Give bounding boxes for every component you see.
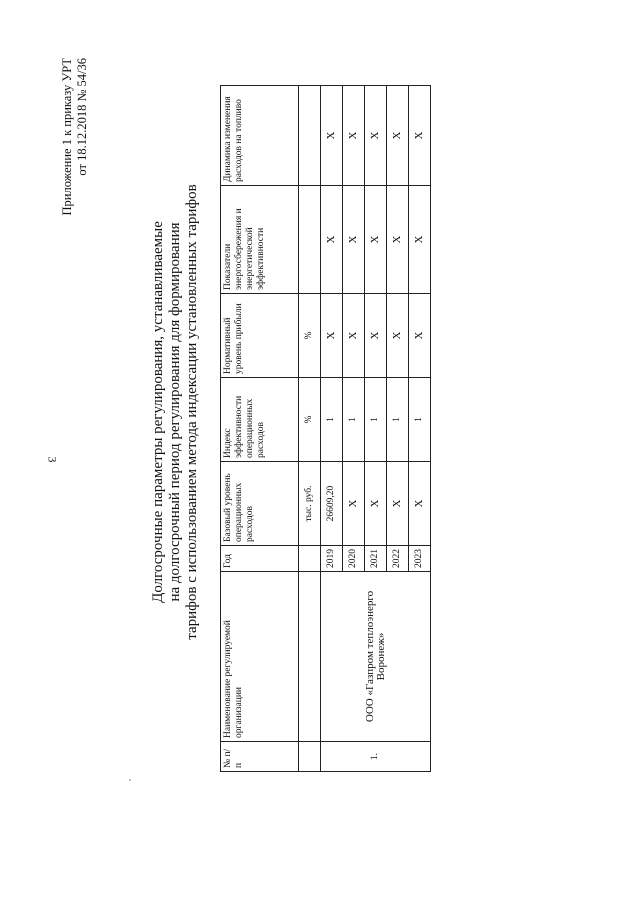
cell-year: 2021	[365, 546, 387, 572]
cell-index: 1	[343, 378, 365, 462]
cell-profit: X	[365, 294, 387, 378]
table-header-row	[221, 86, 299, 772]
cell-energy: X	[321, 186, 343, 294]
cell-profit: X	[343, 294, 365, 378]
cell-base: 26609,20	[321, 462, 343, 546]
cell-fuel: X	[365, 86, 387, 186]
header-year: Год	[221, 546, 299, 572]
unit-index: %	[299, 378, 321, 462]
cell-index: 1	[387, 378, 409, 462]
rotated-document-content	[60, 32, 590, 812]
header-energy: Показатели энергосбережения и энергетической эффективности	[221, 186, 299, 294]
cell-profit: X	[387, 294, 409, 378]
unit-base: тыс. руб.	[299, 462, 321, 546]
cell-index: 1	[365, 378, 387, 462]
header-profit: Нормативный уровень прибыли	[221, 294, 299, 378]
cell-base: X	[387, 462, 409, 546]
approval-line-2: от 18.12.2018 № 54/36	[75, 58, 89, 176]
cell-profit: X	[321, 294, 343, 378]
cell-year: 2020	[343, 546, 365, 572]
cell-fuel: X	[387, 86, 409, 186]
cell-base: X	[343, 462, 365, 546]
cell-index: 1	[409, 378, 431, 462]
cell-energy: X	[387, 186, 409, 294]
unit-profit: %	[299, 294, 321, 378]
table-row	[321, 86, 343, 772]
cell-profit: X	[409, 294, 431, 378]
document-title	[150, 132, 201, 692]
organization-name: ООО «Газпром теплоэнерго Воронеж»	[321, 572, 431, 742]
header-fuel: Динамика изменения расходов на топливо	[221, 86, 299, 186]
title-line-1: Долгосрочные параметры регулирования, устанавливаемые	[150, 221, 166, 603]
header-org: Наименование регулируемой организации	[221, 572, 299, 742]
scan-artifact	[129, 779, 131, 781]
cell-year: 2019	[321, 546, 343, 572]
title-line-3: тарифов с использованием метода индексации установленных тарифов	[184, 184, 200, 640]
cell-fuel: X	[321, 86, 343, 186]
header-num: № п/п	[221, 742, 299, 772]
cell-year: 2023	[409, 546, 431, 572]
row-number: 1.	[321, 742, 431, 772]
cell-energy: X	[365, 186, 387, 294]
cell-base: X	[409, 462, 431, 546]
cell-base: X	[365, 462, 387, 546]
cell-energy: X	[343, 186, 365, 294]
cell-year: 2022	[387, 546, 409, 572]
cell-fuel: X	[409, 86, 431, 186]
approval-line-1: Приложение 1 к приказу УРТ	[60, 58, 74, 216]
approval-note	[60, 58, 90, 318]
page-number: 3	[45, 456, 60, 463]
cell-energy: X	[409, 186, 431, 294]
parameters-table	[220, 85, 431, 772]
table-units-row	[299, 86, 321, 772]
header-index: Индекс эффективности операционных расходов	[221, 378, 299, 462]
cell-fuel: X	[343, 86, 365, 186]
header-base: Базовый уровень операционных расходов	[221, 462, 299, 546]
cell-index: 1	[321, 378, 343, 462]
title-line-2: на долгосрочный период регулирования для формирования	[167, 222, 183, 602]
